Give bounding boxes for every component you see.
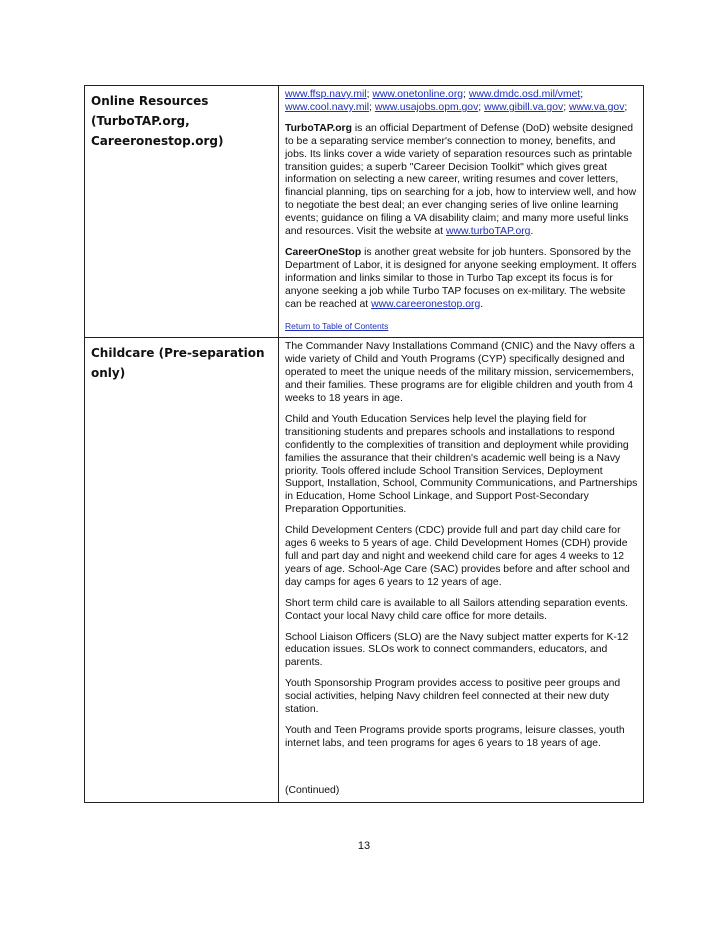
link-separator: ; — [580, 89, 584, 100]
resource-link-list — [285, 89, 638, 115]
table-row-online-resources — [85, 86, 644, 338]
childcare-paragraph: Child and Youth Education Services help level the playing field for transitioning students and prepares schools and installations to respond confidently to the complexities of transition and deployment while providing families the assurance that their children's academic well being is a Navy priority. Tools offered include School Transition Services, Deployment Support, Installation, School, Community Communications, and Partnerships in Education, Home School Linkage, and Support Post-Secondary Preparation Opportunities. — [285, 413, 638, 516]
resource-link[interactable]: www.cool.navy.mil — [285, 101, 370, 113]
careeronestop-name: CareerOneStop — [285, 246, 362, 258]
turbotap-paragraph — [285, 123, 638, 239]
turbotap-link[interactable]: www.turboTAP.org — [445, 226, 531, 238]
link-separator: ; — [463, 89, 469, 100]
childcare-paragraph: Short term child care is available to all Sailors attending separation events. Contact your local Navy child care office for more details. — [285, 597, 629, 622]
row-label-online-resources: Online Resources (TurboTAP.org, Careeronestop.org) — [85, 86, 279, 338]
careeronestop-end: . — [480, 298, 484, 310]
link-separator: ; — [366, 89, 373, 100]
return-to-toc-link[interactable]: Return to Table of Contents — [285, 320, 389, 331]
resource-table — [84, 85, 644, 803]
resource-link[interactable]: www.onetonline.org — [372, 89, 464, 100]
turbotap-end: . — [530, 226, 534, 238]
row-label-childcare: Childcare (Pre-separation only) — [85, 338, 279, 802]
continued-note: (Continued) — [285, 784, 340, 796]
spacer — [285, 759, 638, 785]
return-link-row — [285, 320, 638, 334]
page-number: 13 — [357, 840, 371, 852]
childcare-paragraph: The Commander Navy Installations Command (CNIC) and the Navy offers a wide variety of Child and Youth Programs (CYP) specifically designed and operated to meet the unique needs of the military mission, servicemembers, and their families. These programs are for eligible children and youth from 4 weeks to 18 years in age. — [285, 341, 635, 405]
row-content-online-resources — [279, 86, 644, 338]
resource-link[interactable]: www.va.gov — [568, 101, 625, 113]
link-separator: ; — [563, 101, 569, 113]
turbotap-name: TurboTAP.org — [285, 122, 352, 134]
resource-link[interactable]: www.ffsp.navy.mil — [285, 89, 367, 100]
careeronestop-description: is another great website for job hunters. Sponsored by the Department of Labor, it is designed for anyone seeking employment. It offers information and links similar to those in Turbo Tap except its focus is for anyone seeking a job while Turbo TAP focuses on ex-military. The website can be reached at — [285, 246, 637, 310]
childcare-paragraph: Child Development Centers (CDC) provide full and part day child care for ages 6 weeks to 5 years of age. Child Development Homes (CDH) provide full and part day and night and weekend child care for ages 4 weeks to 12 years of age. School-Age Care (SAC) provides before and after school and day camps for ages 6 years to 12 years of age. — [285, 525, 630, 588]
resource-link[interactable]: www.gibill.va.gov — [484, 101, 564, 113]
childcare-paragraph: School Liaison Officers (SLO) are the Navy subject matter experts for K-12 education issues. SLOs work to connect commanders, educators, and parents. — [285, 631, 629, 669]
careeronestop-paragraph — [285, 247, 638, 312]
table-row-childcare — [85, 338, 644, 802]
link-separator: ; — [624, 101, 628, 113]
childcare-paragraph: Youth Sponsorship Program provides access to positive peer groups and social activities, helping Navy children feel connected at their new duty station. — [285, 678, 621, 716]
row-content-childcare — [279, 338, 644, 802]
turbotap-description: is an official Department of Defense (DoD) website designed to be a separating service member's connection to money, benefits, and jobs. Its links cover a wide variety of separation resources such as printable transition guides; a superb "Career Decision Toolkit" which gives great information on selecting a new career, writing resumes and cover letters, financial planning, tips on searching for a job, how to interview well, and how to negotiate the best deal; an ever changing series of live online learning events; guidance on filing a VA disability claim; and many more useful links and resources. Visit the website at — [285, 122, 637, 238]
resource-link[interactable]: www.dmdc.osd.mil/vmet — [468, 89, 581, 100]
link-separator: ; — [369, 101, 375, 113]
resource-link[interactable]: www.usajobs.opm.gov — [374, 101, 479, 113]
careeronestop-link[interactable]: www.careeronestop.org — [371, 298, 481, 310]
childcare-paragraph: Youth and Teen Programs provide sports programs, leisure classes, youth internet labs, and teen programs for ages 6 years to 18 years of age. — [285, 724, 625, 749]
link-separator: ; — [478, 101, 485, 113]
